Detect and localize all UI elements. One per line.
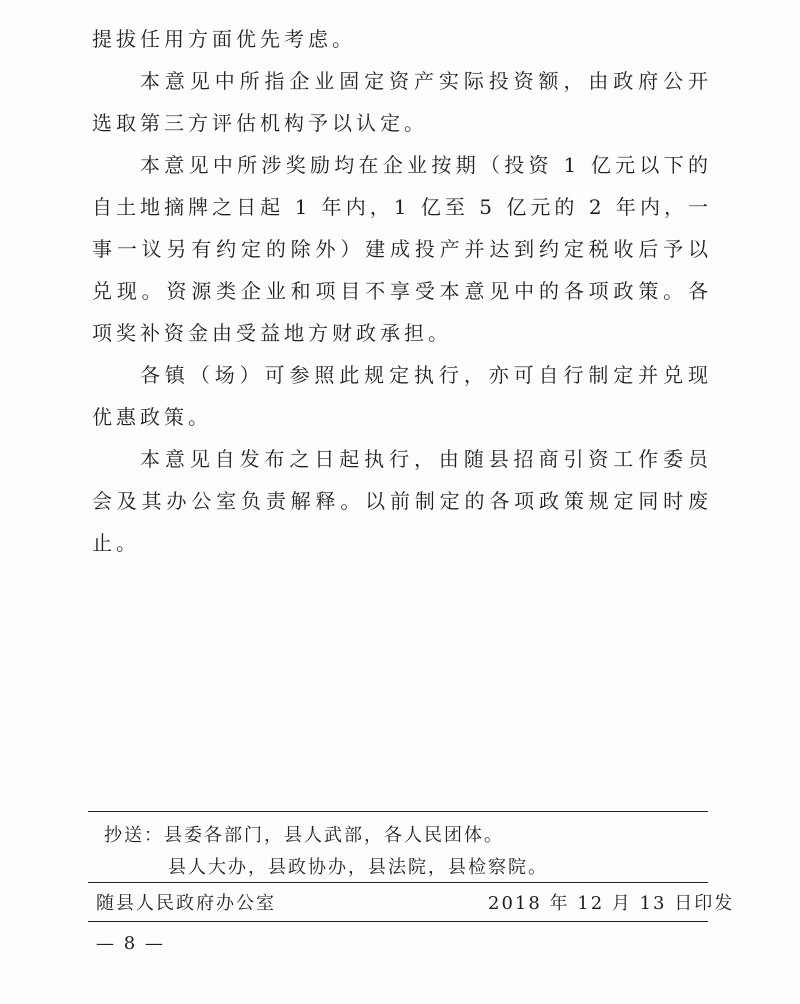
- paragraph-continuation: 提拔任用方面优先考虑。: [92, 27, 356, 51]
- footer-bottom-rule: [88, 921, 708, 922]
- document-body: [92, 18, 712, 564]
- footer-top-rule: [88, 811, 708, 812]
- paragraph-effective-date: 本意见自发布之日起执行，由随县招商引资工作委员会及其办公室负责解释。以前制定的各项政策规定同时废止。: [92, 447, 712, 555]
- issue-date: 2018 年 12 月 13 日印发: [488, 893, 735, 914]
- cc-recipients-line-2: 县人大办，县政协办，县法院，县检察院。: [168, 857, 548, 878]
- paragraph-town-policy: 各镇（场）可参照此规定执行，亦可自行制定并兑现优惠政策。: [92, 363, 712, 429]
- cc-recipients-line-1: 抄送：县委各部门，县人武部，各人民团体。: [104, 825, 504, 846]
- page-number: — 8 —: [96, 933, 165, 954]
- issuing-office: 随县人民政府办公室: [96, 893, 276, 914]
- paragraph-reward-conditions: 本意见中所涉奖励均在企业按期（投资 1 亿元以下的自土地摘牌之日起 1 年内，1 亿至 5 亿元的 2 年内，一事一议另有约定的除外）建成投产并达到约定税收后予以兑现。资源类企业和项目不享受本意见中的各项政策。各项奖补资金由受益地方财政承担。: [92, 153, 712, 345]
- paragraph-investment-assessment: 本意见中所指企业固定资产实际投资额，由政府公开选取第三方评估机构予以认定。: [92, 69, 712, 135]
- footer-middle-rule: [88, 882, 708, 883]
- cc-block: [104, 820, 704, 884]
